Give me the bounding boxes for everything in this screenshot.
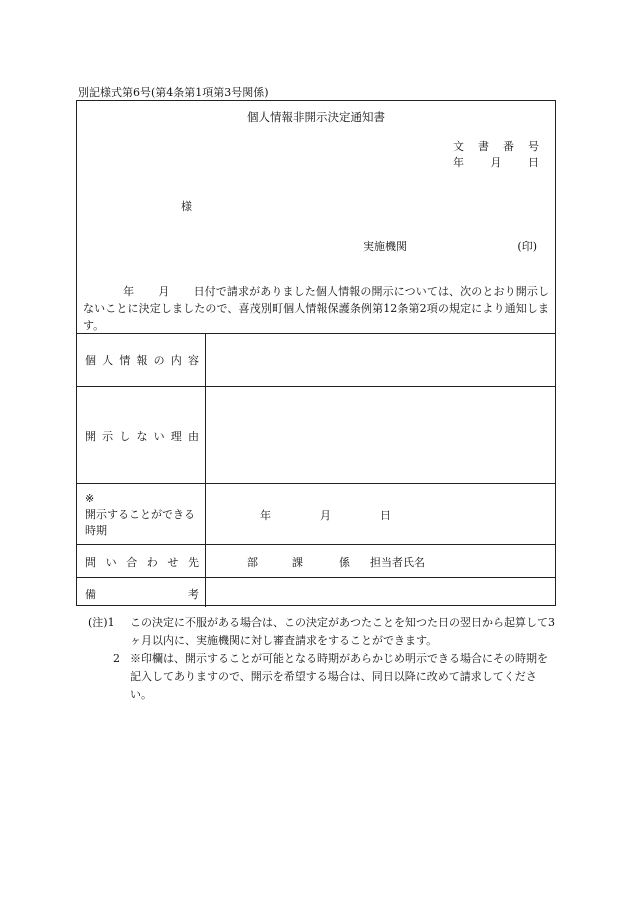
document-number-label: [453, 139, 539, 155]
non-disclosure-reason-field[interactable]: [206, 387, 555, 483]
table-divider: [77, 483, 555, 484]
contact-person: 担当者氏名: [370, 556, 425, 569]
label-char: 理: [170, 430, 182, 443]
addressee-suffix: 様: [181, 200, 192, 213]
form-number-label: 別記様式第6号(第4条第1項第3号関係): [78, 86, 269, 99]
label-char: な: [136, 430, 148, 443]
label-char: 人: [102, 354, 114, 367]
disclosable-period-text: 開示することができる時期: [85, 508, 195, 537]
doc-number-char: 文: [453, 140, 464, 153]
period-day: 日: [380, 509, 391, 522]
label-char: 先: [187, 556, 199, 569]
notice-header: [77, 101, 555, 333]
period-month: 月: [320, 509, 331, 522]
remarks-field[interactable]: [206, 578, 555, 606]
contact-department: 部: [247, 556, 258, 569]
remarks-label: [85, 586, 199, 602]
contact-field[interactable]: [206, 554, 555, 570]
note-mark: 2: [113, 652, 120, 665]
table-divider: [77, 544, 555, 545]
seal-label: (印): [517, 240, 537, 253]
label-char: 示: [102, 430, 114, 443]
label-char: せ: [167, 556, 179, 569]
label-char: 開: [85, 430, 96, 443]
date-day: 日: [528, 156, 539, 169]
label-char: 個: [85, 354, 96, 367]
date-year: 年: [453, 156, 464, 169]
label-char: 由: [187, 430, 199, 443]
body-date-month: 月: [158, 285, 170, 298]
label-char: の: [153, 354, 165, 367]
info-content-field[interactable]: [206, 334, 555, 386]
info-content-label: [85, 352, 199, 368]
label-char: 情: [119, 354, 131, 367]
contact-section: 課: [292, 556, 303, 569]
notice-body-text: [83, 283, 549, 334]
note-text: ※印欄は、開示することが可能となる時期があらかじめ明示できる場合にその時期を記入してありますので、開示を希望する場合は、同日以降に改めて請求してください。: [130, 652, 548, 701]
note-mark: ※: [85, 492, 95, 505]
document-title: 個人情報非開示決定通知書: [247, 110, 385, 124]
label-char: 備: [85, 588, 96, 601]
note-item: [88, 614, 558, 650]
label-char: 問: [85, 556, 96, 569]
date-month: 月: [490, 156, 502, 169]
body-date-year: 年: [123, 285, 135, 298]
disclosable-period-field[interactable]: [206, 507, 555, 523]
note-text: この決定に不服がある場合は、この決定があつたことを知つた日の翌日から起算して3ヶ月以内に、実施機関に対し審査請求をすることができます。: [130, 616, 555, 647]
doc-number-char: 書: [478, 140, 489, 153]
contact-label: [85, 554, 199, 570]
period-year: 年: [260, 509, 271, 522]
doc-number-char: 番: [503, 140, 514, 153]
label-char: 容: [187, 354, 199, 367]
note-mark: (注)1: [88, 616, 115, 629]
notice-form: [76, 100, 556, 606]
label-char: 内: [170, 354, 182, 367]
document-number-block: [453, 139, 539, 171]
contact-unit: 係: [339, 556, 350, 569]
disclosable-period-label: [85, 491, 199, 539]
notes-section: [88, 614, 558, 704]
label-char: 合: [126, 556, 138, 569]
label-char: 考: [188, 588, 199, 601]
label-char: い: [105, 556, 117, 569]
note-item: [88, 650, 558, 704]
document-date-label: [453, 155, 539, 171]
label-char: 報: [136, 354, 148, 367]
label-char: し: [119, 430, 131, 443]
non-disclosure-reason-label: [85, 428, 199, 444]
doc-number-char: 号: [528, 140, 539, 153]
body-text-remainder: 日付で請求がありました個人情報の開示については、次のとおり開示しないことに決定しましたので、喜茂別町個人情報保護条例第12条第2項の規定により通知します。: [83, 285, 549, 332]
label-char: わ: [146, 556, 158, 569]
agency-label: 実施機関: [363, 240, 407, 253]
label-char: い: [153, 430, 165, 443]
